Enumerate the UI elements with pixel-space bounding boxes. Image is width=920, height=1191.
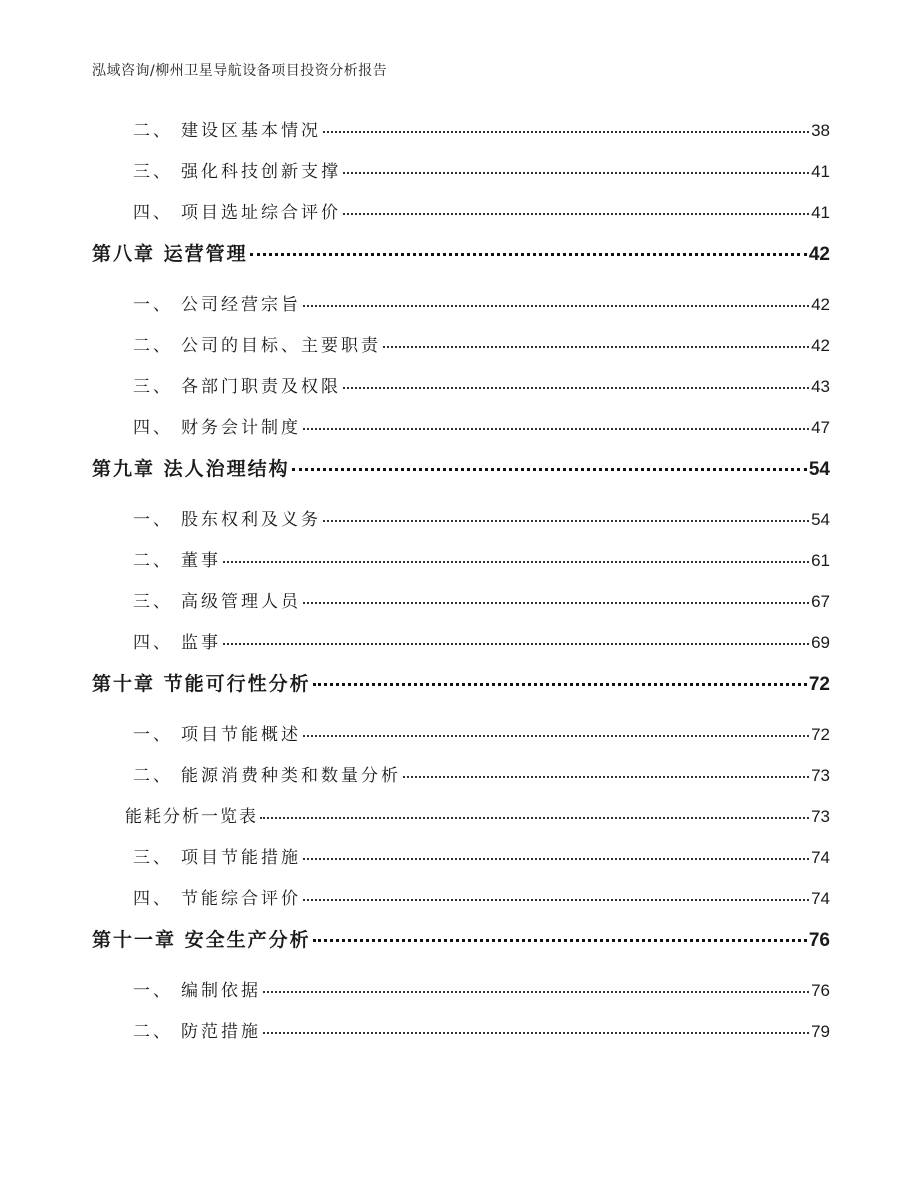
toc-entry-page: 42: [811, 295, 830, 314]
toc-entry[interactable]: [92, 628, 830, 669]
toc-entry-marker: 四、: [133, 418, 173, 438]
toc-entry-page: 76: [811, 981, 830, 1000]
toc-entry[interactable]: [92, 372, 830, 413]
toc-chapter-page: 42: [808, 244, 830, 265]
toc-dot-leader: [303, 846, 809, 863]
toc-entry[interactable]: [92, 546, 830, 587]
toc-entry-title: 董事: [181, 551, 221, 571]
toc-entry-page: 73: [811, 766, 830, 785]
toc-entry-label: [92, 198, 341, 223]
toc-entry[interactable]: [92, 198, 830, 239]
toc-entry-label: [92, 331, 381, 356]
toc-entry-label: [92, 546, 221, 571]
toc-entry-marker: 四、: [133, 633, 173, 653]
toc-entry-marker: 三、: [133, 377, 173, 397]
toc-entry-title: 公司的目标、主要职责: [181, 336, 381, 356]
toc-chapter-title: 第九章 法人治理结构: [92, 458, 290, 480]
toc-entry-title: 节能综合评价: [181, 889, 301, 909]
toc-entry-title: 建设区基本情况: [181, 121, 321, 141]
toc-dot-leader: [292, 456, 807, 475]
toc-entry-label: [92, 1017, 261, 1042]
toc-entry-page: 79: [811, 1022, 830, 1041]
toc-entry-page: 74: [811, 848, 830, 867]
toc-entry-title: 监事: [181, 633, 221, 653]
toc-entry-marker: 二、: [133, 551, 173, 571]
toc-entry-title: 项目选址综合评价: [181, 203, 341, 223]
toc-entry[interactable]: [92, 331, 830, 372]
toc-entry-title: 公司经营宗旨: [181, 295, 301, 315]
toc-entry-page: 72: [811, 725, 830, 744]
toc-entry-label: [92, 843, 301, 868]
toc-entry[interactable]: [92, 157, 830, 198]
toc-entry[interactable]: [92, 1017, 830, 1058]
toc-entry-marker: 四、: [133, 203, 173, 223]
toc-entry[interactable]: [92, 884, 830, 925]
toc-entry-label: [92, 884, 301, 909]
toc-dot-leader: [343, 160, 809, 177]
toc-entry-label: [92, 157, 341, 182]
toc-entry-title: 强化科技创新支撑: [181, 162, 341, 182]
toc-entry-marker: 二、: [133, 766, 173, 786]
toc-chapter-title: 第十章 节能可行性分析: [92, 673, 311, 695]
toc-entry-title: 编制依据: [181, 981, 261, 1001]
toc-entry-page: 74: [811, 889, 830, 908]
toc-entry-label: [92, 761, 401, 786]
toc-entry-marker: 一、: [133, 295, 173, 315]
toc-entry-page: 38: [811, 121, 830, 140]
toc-entry-marker: 四、: [133, 889, 173, 909]
toc-entry[interactable]: [92, 843, 830, 884]
toc-entry-label: [92, 413, 301, 438]
toc-dot-leader: [263, 979, 809, 996]
toc-entry-marker: 三、: [133, 848, 173, 868]
toc-entry-title: 高级管理人员: [181, 592, 301, 612]
toc-entry[interactable]: [92, 587, 830, 628]
toc-dot-leader: [323, 119, 809, 136]
toc-chapter-page: 54: [808, 459, 830, 480]
toc-chapter-entry[interactable]: [92, 669, 830, 720]
toc-entry-page: 67: [811, 592, 830, 611]
toc-entry-page: 47: [811, 418, 830, 437]
toc-entry-title: 能源消费种类和数量分析: [181, 766, 401, 786]
toc-entry-label: [92, 628, 221, 653]
toc-entry-page: 41: [811, 162, 830, 181]
toc-entry-marker: 一、: [133, 981, 173, 1001]
toc-table-entry[interactable]: [92, 802, 830, 843]
toc-dot-leader: [260, 805, 809, 822]
toc-entry-label: [92, 116, 321, 141]
toc-entry-title: 财务会计制度: [181, 418, 301, 438]
toc-entry-label: [92, 587, 301, 612]
toc-entry-marker: 二、: [133, 121, 173, 141]
toc-entry-marker: 一、: [133, 510, 173, 530]
toc-entry-marker: 二、: [133, 1022, 173, 1042]
table-of-contents: [92, 116, 830, 1058]
toc-entry[interactable]: [92, 720, 830, 761]
toc-dot-leader: [223, 631, 809, 648]
toc-entry-page: 41: [811, 203, 830, 222]
toc-dot-leader: [303, 416, 809, 433]
running-header: 泓域咨询/柳州卫星导航设备项目投资分析报告: [92, 63, 388, 79]
toc-entry[interactable]: [92, 290, 830, 331]
toc-entry-page: 42: [811, 336, 830, 355]
toc-entry-marker: 二、: [133, 336, 173, 356]
toc-entry-page: 61: [811, 551, 830, 570]
toc-entry-page: 73: [811, 807, 830, 826]
toc-dot-leader: [403, 764, 809, 781]
toc-entry-page: 54: [811, 510, 830, 529]
toc-chapter-entry[interactable]: [92, 925, 830, 976]
toc-entry-label: [92, 720, 301, 745]
toc-dot-leader: [303, 590, 809, 607]
toc-dot-leader: [313, 671, 807, 690]
toc-entry-page: 69: [811, 633, 830, 652]
toc-dot-leader: [383, 334, 809, 351]
toc-dot-leader: [343, 375, 809, 392]
toc-dot-leader: [323, 508, 809, 525]
toc-chapter-entry[interactable]: [92, 454, 830, 505]
toc-entry-marker: 三、: [133, 162, 173, 182]
toc-entry-label: [92, 976, 261, 1001]
toc-entry[interactable]: [92, 505, 830, 546]
toc-entry-page: 43: [811, 377, 830, 396]
toc-entry-title: 股东权利及义务: [181, 510, 321, 530]
toc-dot-leader: [250, 241, 807, 260]
toc-entry[interactable]: [92, 761, 830, 802]
toc-dot-leader: [303, 723, 809, 740]
toc-chapter-page: 72: [808, 674, 830, 695]
toc-dot-leader: [303, 293, 809, 310]
toc-entry-title: 项目节能措施: [181, 848, 301, 868]
toc-entry[interactable]: [92, 413, 830, 454]
toc-chapter-page: 76: [808, 930, 830, 951]
toc-dot-leader: [313, 927, 807, 946]
toc-entry-label: [92, 290, 301, 315]
toc-entry-marker: 一、: [133, 725, 173, 745]
toc-entry[interactable]: [92, 976, 830, 1017]
toc-entry-title: 各部门职责及权限: [181, 377, 341, 397]
toc-chapter-title: 第十一章 安全生产分析: [92, 929, 311, 951]
toc-entry-marker: 三、: [133, 592, 173, 612]
toc-dot-leader: [343, 201, 809, 218]
toc-entry-title: 防范措施: [181, 1022, 261, 1042]
toc-dot-leader: [223, 549, 809, 566]
toc-entry-label: [92, 372, 341, 397]
toc-entry-title: 能耗分析一览表: [125, 807, 258, 827]
toc-entry-label: [92, 505, 321, 530]
toc-chapter-title: 第八章 运营管理: [92, 243, 248, 265]
toc-dot-leader: [303, 887, 809, 904]
toc-dot-leader: [263, 1020, 809, 1037]
toc-chapter-entry[interactable]: [92, 239, 830, 290]
toc-entry-title: 项目节能概述: [181, 725, 301, 745]
toc-entry[interactable]: [92, 116, 830, 157]
